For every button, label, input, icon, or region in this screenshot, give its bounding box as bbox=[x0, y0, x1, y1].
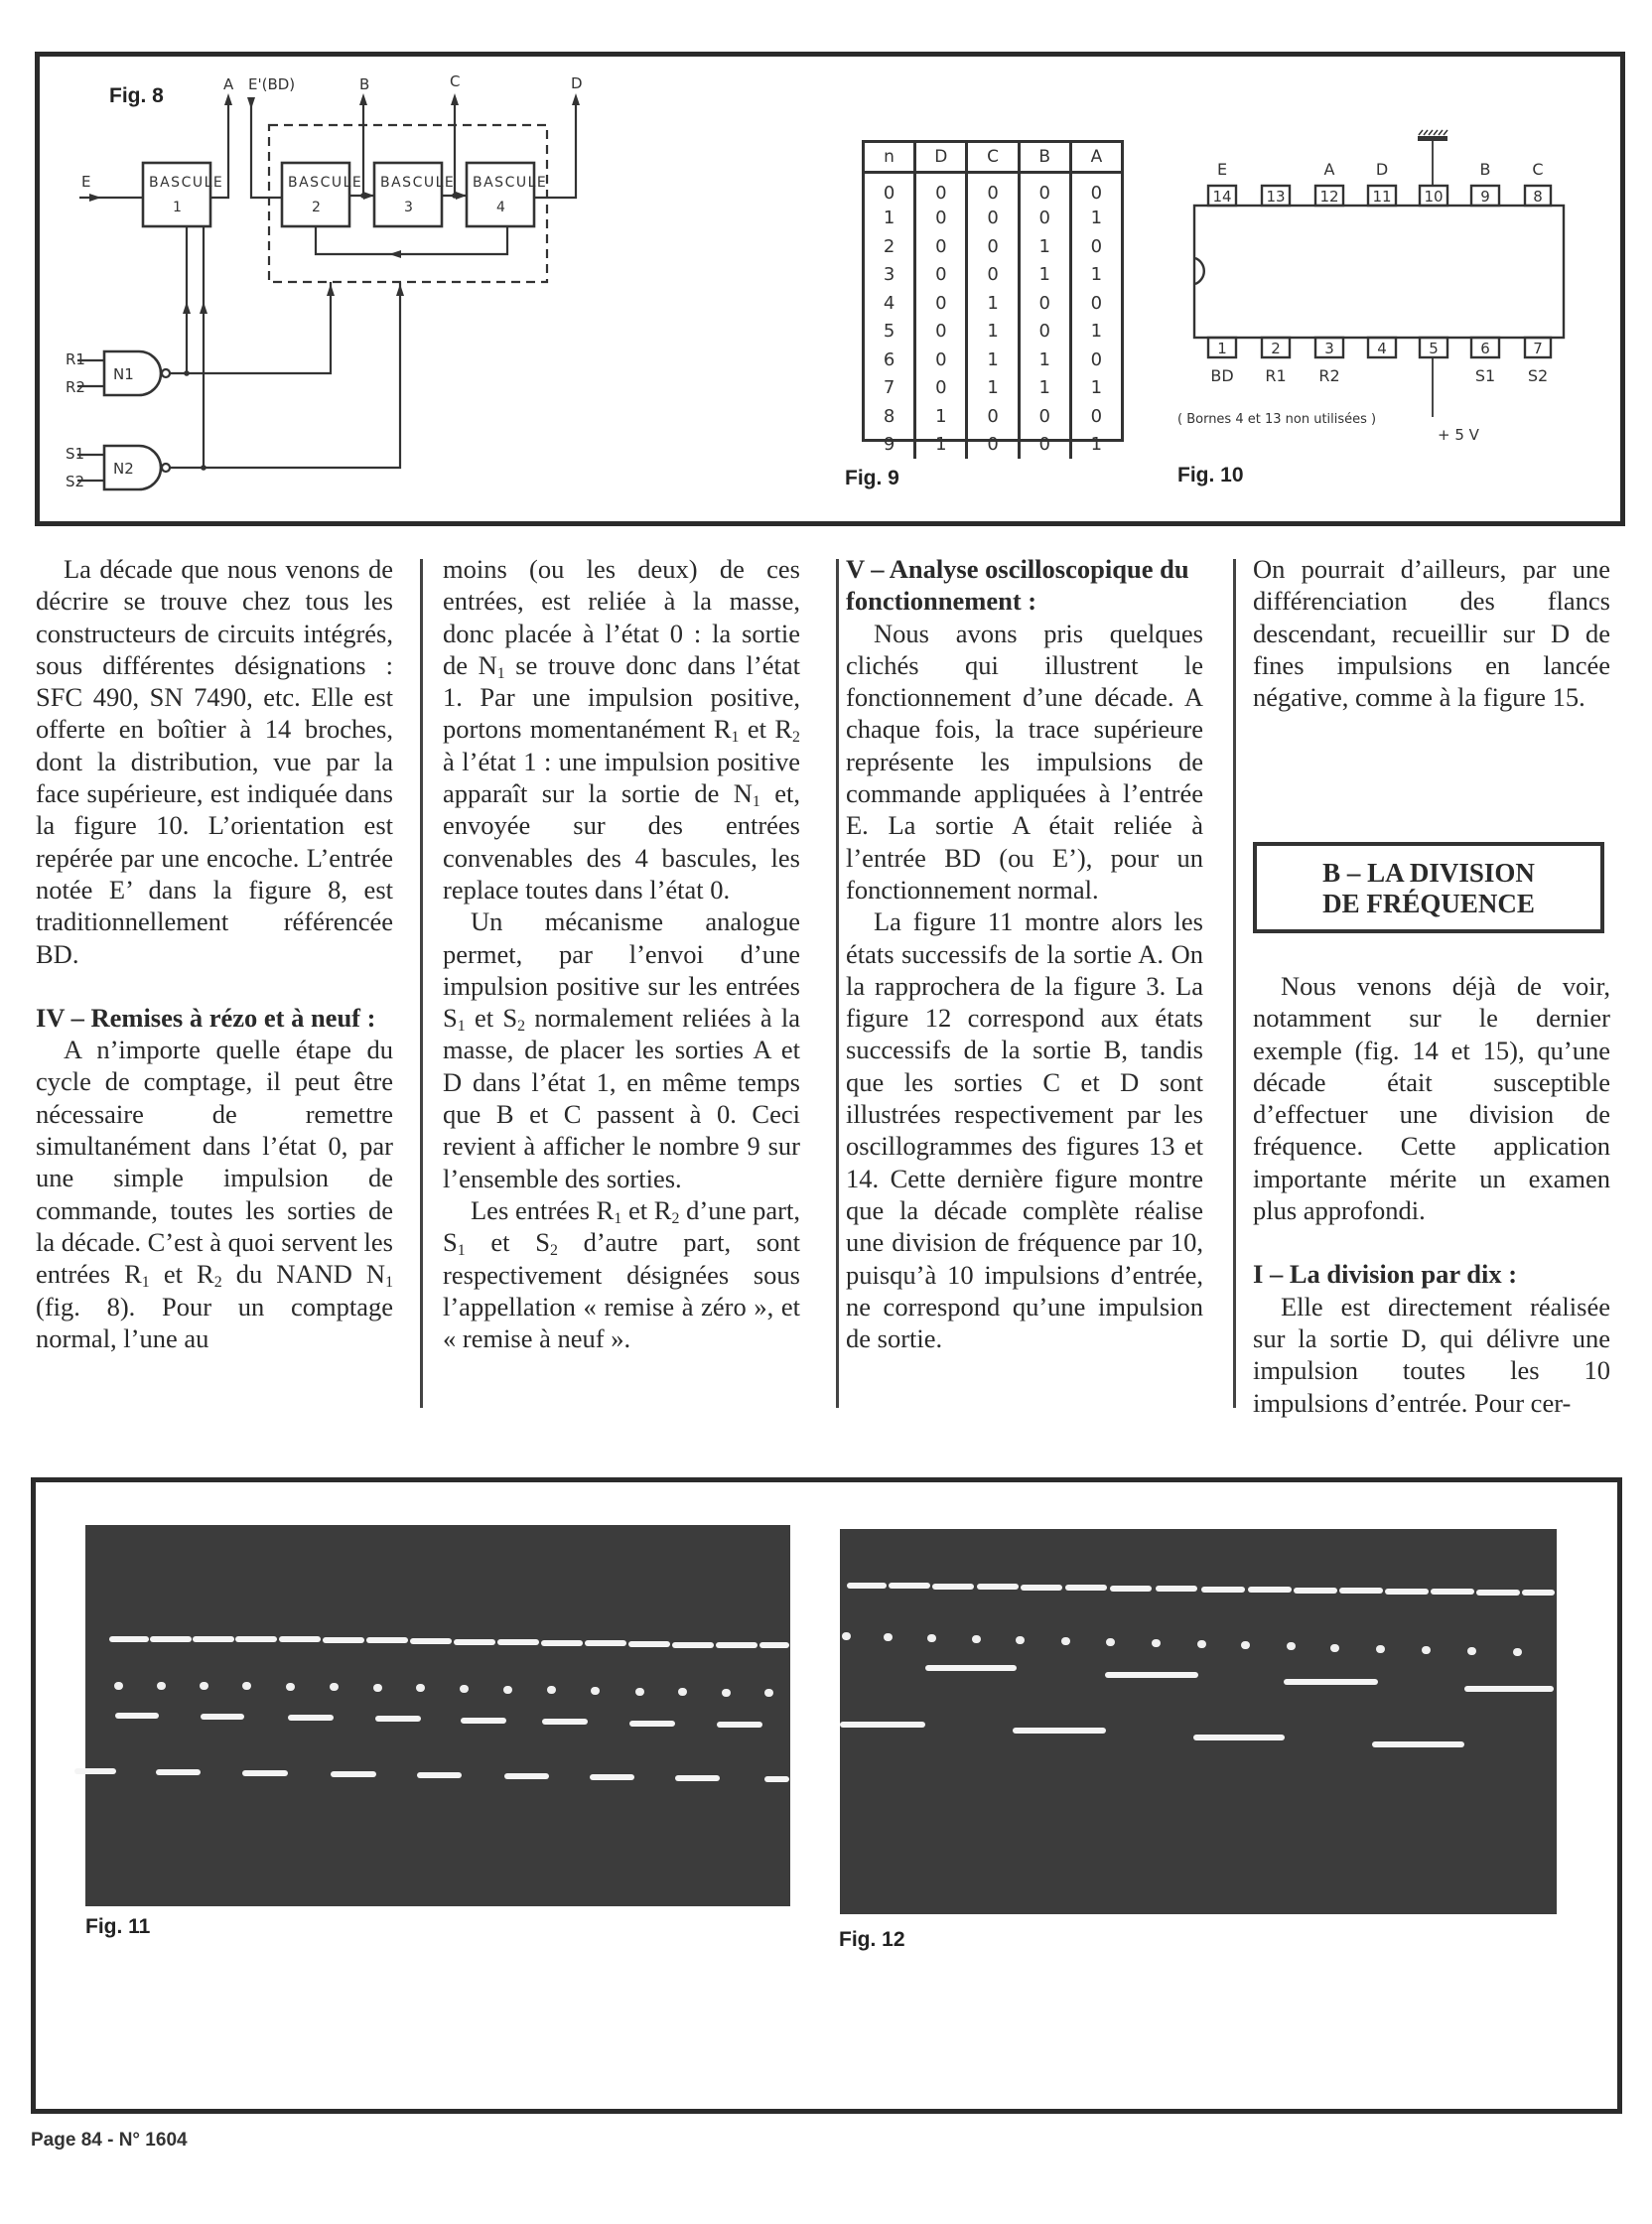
pin-1-name: BD bbox=[1210, 366, 1234, 385]
cell: 3 bbox=[883, 264, 895, 286]
cell: 0 bbox=[967, 173, 1019, 205]
signal-b: B bbox=[359, 75, 370, 93]
cell: 0 bbox=[1019, 318, 1070, 347]
fig12-label: Fig. 12 bbox=[839, 1928, 905, 1951]
pin-4-num: 4 bbox=[1377, 340, 1387, 357]
cell: 1 bbox=[1019, 232, 1070, 261]
cell: 0 bbox=[967, 232, 1019, 261]
fig8-block-diagram bbox=[40, 60, 834, 496]
paragraph: Un mécanisme analogue permet, par l’envoi d’une impulsion positive sur les entrées $S_1$ et $S_2$ normalement reliées à la masse, de placer les sorties A et D dans l’état 1, en même temps que B et C passent à 0. Ceci revient à afficher le nombre 9 sur l’ensemble des sorties. bbox=[443, 906, 800, 1193]
pin-7-name: S2 bbox=[1527, 366, 1549, 385]
article-column-4-continued bbox=[1253, 970, 1610, 1419]
cell: 0 bbox=[915, 261, 967, 290]
pin-2-name: R1 bbox=[1265, 366, 1287, 385]
cell: 0 bbox=[1070, 289, 1121, 318]
cell: 0 bbox=[967, 205, 1019, 233]
col-c: C bbox=[967, 143, 1019, 173]
bascule-2-num: 2 bbox=[312, 200, 323, 215]
paragraph: On pourrait d’ailleurs, par une différenciation des flancs descendant, recueillir sur D de fines impulsions en lancée négative, comme à la figure 15. bbox=[1253, 554, 1610, 713]
cell: 1 bbox=[1070, 205, 1121, 233]
cell: 1 bbox=[915, 402, 967, 431]
pin-2-num: 2 bbox=[1271, 340, 1281, 357]
cell: 0 bbox=[1019, 431, 1070, 460]
gate-n2-in1: S1 bbox=[66, 445, 85, 463]
paragraph: Nous avons pris quelques clichés qui illustrent le fonctionnement d’une décade. A chaque fois, la trace supérieure représente les impulsions de commande appliquées à l’entrée E. La sortie A était reliée à l’entrée BD (ou E’), pour un fonctionnement normal. bbox=[846, 618, 1203, 904]
article-column-4 bbox=[1253, 553, 1610, 713]
cell: 0 bbox=[1070, 402, 1121, 431]
cell: 1 bbox=[967, 289, 1019, 318]
paragraph: moins (ou les deux) de ces entrées, est reliée à la masse, donc placée à l’état 0 : la sortie de $N_1$ se trouve donc dans l’état 1. Par une impulsion positive, portons momentanément $R_1$ et $R_2$ à l’état 1 : une impulsion positive apparaît sur la sortie de $N_1$ et, envoyée sur des entrées convenables des 4 bascules, les replace toutes dans l’état 0. bbox=[443, 554, 800, 904]
column-divider bbox=[1233, 559, 1236, 1408]
cell: 1 bbox=[1019, 261, 1070, 290]
cell: 1 bbox=[1070, 431, 1121, 460]
pin-5-num: 5 bbox=[1429, 340, 1439, 357]
truth-table-header bbox=[865, 143, 1121, 173]
cell: 0 bbox=[915, 232, 967, 261]
cell: 0 bbox=[915, 346, 967, 374]
col-n: n bbox=[865, 143, 915, 173]
gate-n1-in1: R1 bbox=[66, 350, 85, 368]
page-footer: Page 84 - N° 1604 bbox=[31, 2130, 188, 2151]
pin-8-num: 8 bbox=[1533, 188, 1543, 206]
paragraph: Nous venons déjà de voir, notamment sur le dernier exemple (fig. 14 et 15), qu’une décade était susceptible d’effectuer une division de fréquence. Cette application importante mérite un examen plus approfondi. bbox=[1253, 971, 1610, 1226]
cell: 5 bbox=[883, 321, 895, 343]
paragraph: La décade que nous venons de décrire se trouve chez tous les constructeurs de circuits intégrés, sous différentes désignations : SFC 490, SN 7490, etc. Elle est offerte en boîtier à 14 broches, dont la distribution, vue par la face supérieure, est indiquée dans la figure 10. L’orientation est repérée par une encoche. L’entrée notée E’ dans la figure 8, est traditionnellement référencée BD. bbox=[36, 554, 393, 969]
cell: 6 bbox=[883, 348, 895, 370]
section-heading-v: V – Analyse oscilloscopique du fonctionnement : bbox=[846, 554, 1189, 617]
table-row bbox=[865, 431, 1121, 460]
column-divider bbox=[836, 559, 839, 1408]
pin-6-num: 6 bbox=[1480, 340, 1490, 357]
cell: 0 bbox=[1019, 173, 1070, 205]
col-a: A bbox=[1070, 143, 1121, 173]
paragraph: Les entrées $R_1$ et $R_2$ d’une part, $S_1$ et $S_2$ d’autre part, sont respectivement désignées sous l’appellation « remise à zéro », et « remise à neuf ». bbox=[443, 1194, 800, 1354]
pin-9-num: 9 bbox=[1480, 188, 1490, 206]
bascule-4-title: BASCULE bbox=[473, 175, 548, 191]
signal-e: E bbox=[81, 173, 91, 191]
section-heading-i: I – La division par dix : bbox=[1253, 1259, 1518, 1290]
cell: 0 bbox=[967, 431, 1019, 460]
cell: 1 bbox=[967, 346, 1019, 374]
bascule-3-title: BASCULE bbox=[380, 175, 456, 191]
cell: 0 bbox=[915, 374, 967, 403]
pin-8-name: C bbox=[1532, 160, 1544, 179]
cell: 0 bbox=[1019, 402, 1070, 431]
cell: 0 bbox=[915, 289, 967, 318]
cell: 0 bbox=[915, 173, 967, 205]
article-column-3 bbox=[846, 553, 1203, 1354]
cell: 0 bbox=[967, 402, 1019, 431]
cell: 0 bbox=[1070, 232, 1121, 261]
cell: 7 bbox=[883, 377, 895, 399]
pin-13-num: 13 bbox=[1266, 188, 1286, 206]
pin-14-name: E bbox=[1216, 160, 1228, 179]
cell: 4 bbox=[883, 292, 895, 314]
cell: 1 bbox=[967, 374, 1019, 403]
cell: 1 bbox=[915, 431, 967, 460]
cell: 1 bbox=[1019, 374, 1070, 403]
pin-12-name: A bbox=[1323, 160, 1335, 179]
table-row bbox=[865, 205, 1121, 233]
cell: 0 bbox=[883, 182, 895, 204]
gate-n1-label: N1 bbox=[113, 365, 134, 383]
table-row bbox=[865, 289, 1121, 318]
pin-12-num: 12 bbox=[1319, 188, 1339, 206]
table-row bbox=[865, 402, 1121, 431]
table-row bbox=[865, 346, 1121, 374]
pin-14-num: 14 bbox=[1212, 188, 1232, 206]
cell: 0 bbox=[915, 205, 967, 233]
pin-10-num: 10 bbox=[1424, 188, 1444, 206]
paragraph: A n’importe quelle étape du cycle de comptage, il peut être nécessaire de remettre simultanément dans l’état 0, par une simple impulsion de commande, toutes les sorties de la décade. C’est à quoi servent les entrées $R_1$ et $R_2$ du NAND $N_1$ (fig. 8). Pour un comptage normal, l’une au bbox=[36, 1035, 394, 1353]
ground-icon bbox=[1418, 130, 1447, 141]
signal-a: A bbox=[223, 75, 234, 93]
fig11-label: Fig. 11 bbox=[85, 1915, 151, 1938]
cell: 0 bbox=[967, 261, 1019, 290]
box-heading-line-1: B – LA DIVISION bbox=[1322, 858, 1535, 888]
gate-n2-in2: S2 bbox=[66, 473, 85, 490]
paragraph: La figure 11 montre alors les états successifs de la sortie A. On la rapprochera de la figure 3. La figure 12 correspond aux états successifs de la sortie B, tandis que les sorties C et D sont illustrées respectivement par les oscillogrammes des figures 13 et 14. Cette dernière figure montre que la décade complète réalise une division de fréquence par 10, puisqu’à 10 impulsions d’entrée, ne correspond qu’une impulsion de sortie. bbox=[846, 906, 1203, 1354]
cell: 1 bbox=[883, 208, 895, 229]
fig10-label: Fig. 10 bbox=[1177, 464, 1244, 486]
table-row bbox=[865, 173, 1121, 205]
box-heading-line-2: DE FRÉQUENCE bbox=[1322, 889, 1535, 918]
table-row bbox=[865, 261, 1121, 290]
cell: 0 bbox=[1019, 205, 1070, 233]
pin-7-num: 7 bbox=[1533, 340, 1543, 357]
cell: 2 bbox=[883, 235, 895, 257]
fig9-truth-table bbox=[862, 140, 1124, 456]
pin-11-name: D bbox=[1375, 160, 1389, 179]
bascule-1-title: BASCULE bbox=[149, 175, 224, 191]
section-heading-iv: IV – Remises à rézo et à neuf : bbox=[36, 1002, 376, 1033]
signal-d: D bbox=[571, 74, 583, 92]
gate-n2-label: N2 bbox=[113, 460, 134, 478]
gate-n1-in2: R2 bbox=[66, 378, 85, 396]
supply-label: + 5 V bbox=[1438, 426, 1479, 444]
signal-c: C bbox=[450, 72, 461, 90]
fig10-ic-pinout bbox=[1162, 119, 1598, 457]
pin-9-name: B bbox=[1479, 160, 1491, 179]
pin-3-name: R2 bbox=[1318, 366, 1340, 385]
article-column-2 bbox=[443, 553, 800, 1354]
cell: 0 bbox=[1070, 173, 1121, 205]
cell: 1 bbox=[1019, 346, 1070, 374]
cell: 9 bbox=[883, 434, 895, 456]
bascule-4-num: 4 bbox=[496, 200, 507, 215]
cell: 1 bbox=[1070, 318, 1121, 347]
fig8-label: Fig. 8 bbox=[109, 84, 164, 107]
column-divider bbox=[420, 559, 423, 1408]
cell: 0 bbox=[915, 318, 967, 347]
cell: 0 bbox=[1070, 346, 1121, 374]
pin-1-num: 1 bbox=[1217, 340, 1227, 357]
article-column-1 bbox=[36, 553, 393, 1354]
unused-pins-note: ( Bornes 4 et 13 non utilisées ) bbox=[1177, 412, 1377, 427]
fig11-oscilloscope-photo-ext bbox=[536, 1525, 790, 1906]
col-b: B bbox=[1019, 143, 1070, 173]
cell: 1 bbox=[1070, 374, 1121, 403]
signal-e-prime: E'(BD) bbox=[248, 75, 296, 93]
bascule-3-num: 3 bbox=[404, 200, 415, 215]
bascule-1-num: 1 bbox=[173, 200, 184, 215]
section-box-heading bbox=[1253, 842, 1604, 933]
bascule-2-title: BASCULE bbox=[288, 175, 363, 191]
cell: 8 bbox=[883, 405, 895, 427]
paragraph: Elle est directement réalisée sur la sortie D, qui délivre une impulsion toutes les 10 impulsions d’entrée. Pour cer- bbox=[1253, 1291, 1610, 1418]
table-row bbox=[865, 374, 1121, 403]
col-d: D bbox=[915, 143, 967, 173]
fig9-label: Fig. 9 bbox=[845, 467, 899, 489]
table-row bbox=[865, 232, 1121, 261]
pin-11-num: 11 bbox=[1372, 188, 1392, 206]
pin-6-name: S1 bbox=[1474, 366, 1496, 385]
cell: 0 bbox=[1019, 289, 1070, 318]
pin-3-num: 3 bbox=[1324, 340, 1334, 357]
table-row bbox=[865, 318, 1121, 347]
cell: 1 bbox=[1070, 261, 1121, 290]
cell: 1 bbox=[967, 318, 1019, 347]
